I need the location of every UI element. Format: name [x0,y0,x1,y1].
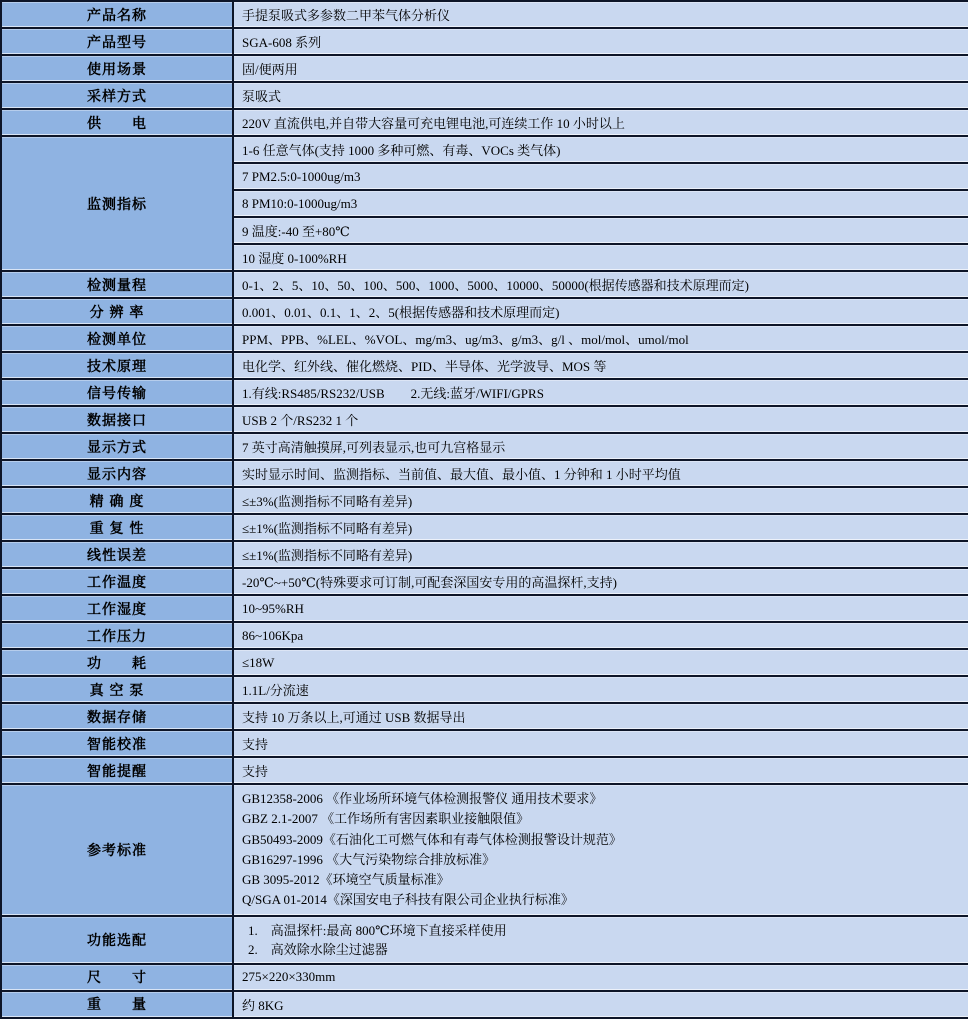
row-product-model [1,28,968,55]
row-signal-transmission [1,379,968,406]
value-signal-transmission: 1.有线:RS485/RS232/USB 2.无线:蓝牙/WIFI/GPRS [233,379,968,406]
row-reference-standards [1,784,968,916]
value-product-name: 手提泵吸式多参数二甲苯气体分析仪 [233,1,968,28]
value-power-consumption: ≤18W [233,649,968,676]
value-weight: 约 8KG [233,991,968,1018]
label-working-pressure: 工作压力 [1,622,233,649]
label-data-storage: 数据存储 [1,703,233,730]
value-data-interface: USB 2 个/RS232 1 个 [233,406,968,433]
row-smart-reminder [1,757,968,784]
value-monitoring-indicator-5: 10 湿度 0-100%RH [233,244,968,271]
label-technical-principle: 技术原理 [1,352,233,379]
value-optional-features [233,916,968,964]
label-repeatability: 重 复 性 [1,514,233,541]
label-working-humidity: 工作湿度 [1,595,233,622]
row-monitoring-indicators [1,136,968,163]
label-signal-transmission: 信号传输 [1,379,233,406]
label-product-model: 产品型号 [1,28,233,55]
label-monitoring-indicators: 监测指标 [1,136,233,271]
label-power-consumption: 功 耗 [1,649,233,676]
label-weight: 重 量 [1,991,233,1018]
label-sampling-method: 采样方式 [1,82,233,109]
row-resolution [1,298,968,325]
optional-feature-line: 2. 高效除水除尘过滤器 [248,941,388,957]
value-monitoring-indicator-1: 1-6 任意气体(支持 1000 多种可燃、有毒、VOCs 类气体) [233,136,968,163]
value-dimensions: 275×220×330mm [233,964,968,991]
reference-standard-line: Q/SGA 01-2014《深国安电子科技有限公司企业执行标准》 [242,892,574,908]
value-data-storage: 支持 10 万条以上,可通过 USB 数据导出 [233,703,968,730]
value-monitoring-indicator-2: 7 PM2.5:0-1000ug/m3 [233,163,968,190]
value-display-content: 实时显示时间、监测指标、当前值、最大值、最小值、1 分钟和 1 小时平均值 [233,460,968,487]
reference-standard-line: GB12358-2006 《作业场所环境气体检测报警仪 通用技术要求》 [242,791,603,806]
label-dimensions: 尺 寸 [1,964,233,991]
value-monitoring-indicator-3: 8 PM10:0-1000ug/m3 [233,190,968,217]
row-usage-scenario [1,55,968,82]
label-product-name: 产品名称 [1,1,233,28]
value-resolution: 0.001、0.01、0.1、1、2、5(根据传感器和技术原理而定) [233,298,968,325]
row-repeatability [1,514,968,541]
value-repeatability: ≤±1%(监测指标不同略有差异) [233,514,968,541]
label-vacuum-pump: 真 空 泵 [1,676,233,703]
value-detection-range: 0-1、2、5、10、50、100、500、1000、5000、10000、50000(根据传感器和技术原理而定) [233,271,968,298]
value-vacuum-pump: 1.1L/分流速 [233,676,968,703]
row-detection-range [1,271,968,298]
value-smart-calibration: 支持 [233,730,968,757]
value-working-humidity: 10~95%RH [233,595,968,622]
row-dimensions [1,964,968,991]
label-working-temperature: 工作温度 [1,568,233,595]
row-optional-features [1,916,968,964]
label-reference-standards: 参考标准 [1,784,233,916]
reference-standard-line: GB 3095-2012《环境空气质量标准》 [242,872,450,888]
value-power-supply: 220V 直流供电,并自带大容量可充电锂电池,可连续工作 10 小时以上 [233,109,968,136]
reference-standard-line: GB50493-2009《石油化工可燃气体和有毒气体检测报警设计规范》 [242,831,622,847]
label-detection-unit: 检测单位 [1,325,233,352]
row-working-temperature [1,568,968,595]
value-accuracy: ≤±3%(监测指标不同略有差异) [233,487,968,514]
row-detection-unit [1,325,968,352]
row-display-content [1,460,968,487]
value-working-temperature: -20℃~+50℃(特殊要求可订制,可配套深国安专用的高温探杆,支持) [233,568,968,595]
label-display-mode: 显示方式 [1,433,233,460]
row-working-humidity [1,595,968,622]
value-reference-standards [233,784,968,916]
value-sampling-method: 泵吸式 [233,82,968,109]
row-weight [1,991,968,1018]
label-smart-calibration: 智能校准 [1,730,233,757]
value-smart-reminder: 支持 [233,757,968,784]
optional-feature-line: 1. 高温探杆:最高 800℃环境下直接采样使用 [248,922,507,938]
row-smart-calibration [1,730,968,757]
value-detection-unit: PPM、PPB、%LEL、%VOL、mg/m3、ug/m3、g/m3、g/l 、mol/mol、umol/mol [233,325,968,352]
row-accuracy [1,487,968,514]
label-linearity-error: 线性误差 [1,541,233,568]
row-linearity-error [1,541,968,568]
row-product-name [1,1,968,28]
value-monitoring-indicator-4: 9 温度:-40 至+80℃ [233,217,968,244]
label-power-supply: 供 电 [1,109,233,136]
value-technical-principle: 电化学、红外线、催化燃烧、PID、半导体、光学波导、MOS 等 [233,352,968,379]
label-resolution: 分 辨 率 [1,298,233,325]
row-sampling-method [1,82,968,109]
value-display-mode: 7 英寸高清触摸屏,可列表显示,也可九宫格显示 [233,433,968,460]
row-technical-principle [1,352,968,379]
label-data-interface: 数据接口 [1,406,233,433]
row-display-mode [1,433,968,460]
row-power-supply [1,109,968,136]
label-smart-reminder: 智能提醒 [1,757,233,784]
reference-standard-line: GB16297-1996 《大气污染物综合排放标准》 [242,851,496,867]
label-usage-scenario: 使用场景 [1,55,233,82]
row-data-interface [1,406,968,433]
value-linearity-error: ≤±1%(监测指标不同略有差异) [233,541,968,568]
label-display-content: 显示内容 [1,460,233,487]
row-vacuum-pump [1,676,968,703]
value-product-model: SGA-608 系列 [233,28,968,55]
reference-standard-line: GBZ 2.1-2007 《工作场所有害因素职业接触限值》 [242,811,530,827]
value-working-pressure: 86~106Kpa [233,622,968,649]
value-usage-scenario: 固/便两用 [233,55,968,82]
label-detection-range: 检测量程 [1,271,233,298]
row-power-consumption [1,649,968,676]
row-data-storage [1,703,968,730]
row-working-pressure [1,622,968,649]
label-accuracy: 精 确 度 [1,487,233,514]
label-optional-features: 功能选配 [1,916,233,964]
